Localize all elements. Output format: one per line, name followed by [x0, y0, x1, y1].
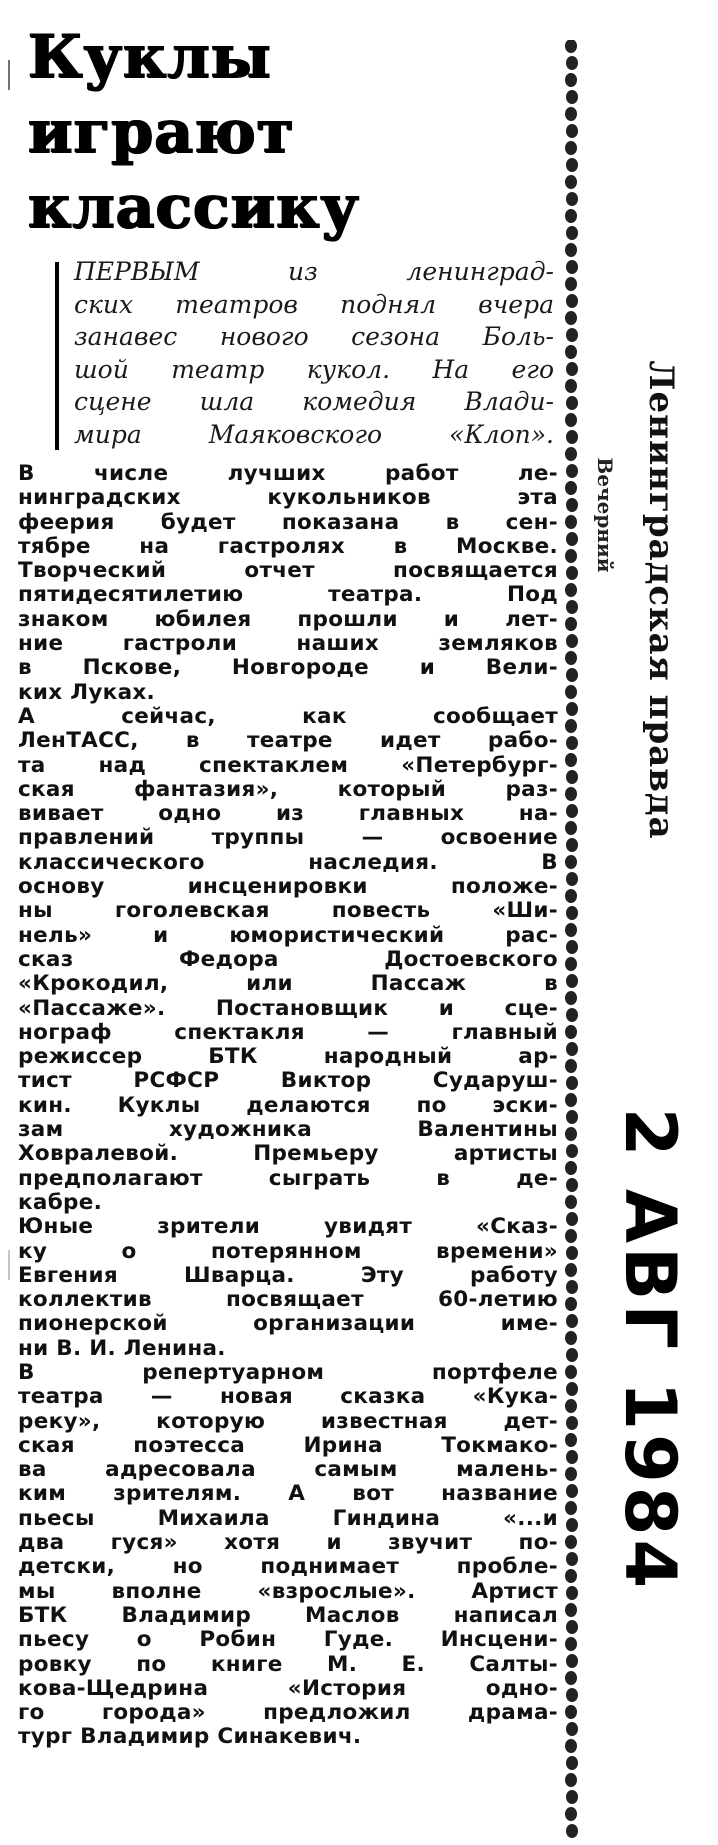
body-line: «Пассаже». Постановщик и сце- [18, 996, 558, 1021]
body-line: кин. Куклы делаются по эски- [18, 1093, 558, 1118]
border-bead [566, 838, 578, 852]
border-bead [565, 1127, 577, 1141]
border-bead [565, 991, 577, 1005]
border-bead [566, 668, 578, 682]
border-bead [565, 1705, 577, 1719]
body-line: та над спектаклем «Петербург- [18, 753, 558, 778]
border-bead [565, 889, 577, 903]
border-bead [566, 1586, 578, 1600]
border-bead [566, 1348, 578, 1362]
masthead-small-text: Вечерний [593, 457, 617, 573]
border-bead [566, 1756, 578, 1770]
body-line: театра — новая сказка «Кука- [18, 1385, 558, 1410]
headline-line: Куклы [28, 22, 272, 92]
body-line: предполагают сыграть в де- [18, 1166, 558, 1191]
border-bead [565, 1637, 577, 1651]
border-bead [566, 1654, 578, 1668]
border-bead [566, 1076, 578, 1090]
body-line: детски, но поднимает пробле- [18, 1555, 558, 1580]
body-line: ны гоголевская повесть «Ши- [18, 899, 558, 924]
border-bead [565, 1297, 577, 1311]
border-bead [566, 260, 578, 274]
border-bead [565, 107, 577, 121]
body-line: ская фантазия», который раз- [18, 777, 558, 802]
body-line: кова-Щедрина «История одно- [18, 1676, 558, 1701]
border-bead [566, 736, 578, 750]
border-bead [565, 141, 577, 155]
border-bead [565, 40, 577, 53]
lead-line: шой театр кукол. На его [74, 354, 554, 384]
body-line: Евгения Шварца. Эту работу [18, 1263, 558, 1288]
body-line: пионерской организации име- [18, 1312, 558, 1337]
border-bead [565, 1025, 577, 1039]
border-bead [565, 821, 577, 835]
border-bead [565, 1161, 577, 1175]
body-line: феерия будет показана в сен- [18, 510, 558, 535]
masthead-small-label [585, 420, 625, 610]
border-bead [565, 1535, 577, 1549]
border-bead [565, 685, 577, 699]
border-bead [565, 515, 577, 529]
border-bead [565, 719, 577, 733]
border-bead [566, 1110, 578, 1124]
body-line: зам художника Валентины [18, 1118, 558, 1143]
lead-line: мира Маяковского «Клоп». [74, 419, 554, 449]
border-bead [566, 532, 578, 546]
body-line: в Пскове, Новгороде и Вели- [18, 656, 558, 681]
border-bead [566, 1178, 578, 1192]
body-line: тист РСФСР Виктор Сударуш- [18, 1069, 558, 1094]
body-line: ким зрителям. А вот название [18, 1482, 558, 1507]
border-bead [566, 872, 578, 886]
border-bead [565, 1365, 577, 1379]
body-line: ская поэтесса Ирина Токмако- [18, 1433, 558, 1458]
body-line: знаком юбилея прошли и лет- [18, 607, 558, 632]
border-bead [565, 345, 577, 359]
border-bead [566, 90, 578, 104]
border-bead [566, 1042, 578, 1056]
border-bead [566, 1688, 578, 1702]
body-line: нель» и юмористический рас- [18, 923, 558, 948]
border-bead [566, 770, 578, 784]
body-line: «Крокодил, или Пассаж в [18, 972, 558, 997]
lead-line: ПЕРВЫМ из ленинград- [74, 257, 554, 286]
lead-line: сцене шла комедия Влади- [74, 387, 554, 416]
body-line: мы вполне «взрослые». Артист [18, 1579, 558, 1604]
border-bead [565, 617, 577, 631]
body-line: коллектив посвящает 60-летию [18, 1288, 558, 1313]
body-line: сказ Федора Достоевского [18, 947, 558, 972]
body-line: классического наследия. В [18, 850, 558, 875]
border-bead [566, 124, 578, 138]
border-bead [565, 1773, 577, 1787]
border-bead [566, 464, 578, 478]
body-line: В репертуарном портфеле [18, 1360, 558, 1385]
body-line: ровку по книге М. Е. Салты- [18, 1652, 558, 1677]
border-bead [565, 549, 577, 563]
body-line: Творческий отчет посвящается [18, 559, 558, 584]
article-headline [28, 20, 548, 245]
border-bead [566, 1552, 578, 1566]
border-bead [566, 1824, 578, 1838]
body-line: ку о потерянном времени» [18, 1239, 558, 1264]
border-bead [565, 1467, 577, 1481]
border-bead [565, 209, 577, 223]
border-bead [566, 396, 578, 410]
border-bead [565, 175, 577, 189]
border-bead [565, 447, 577, 461]
border-bead [566, 1008, 578, 1022]
body-line: два гуся» хотя и звучит по- [18, 1531, 558, 1556]
border-bead [566, 192, 578, 206]
body-line: нинградских кукольников эта [18, 486, 558, 511]
border-bead [565, 1263, 577, 1277]
border-bead [566, 328, 578, 342]
border-bead [565, 1671, 577, 1685]
body-line: пьесы Михаила Гиндина «...и [18, 1506, 558, 1531]
body-line: ние гастроли наших земляков [18, 632, 558, 657]
border-bead [565, 787, 577, 801]
border-bead [566, 226, 578, 240]
body-line: пьесу о Робин Гуде. Инсцени- [18, 1628, 558, 1653]
border-bead [565, 1433, 577, 1447]
border-bead [565, 1739, 577, 1753]
border-bead [566, 1144, 578, 1158]
body-line: ни В. И. Ленина. [18, 1336, 226, 1361]
border-bead [565, 1399, 577, 1413]
border-bead [565, 855, 577, 869]
masthead-fragment [620, 320, 702, 880]
border-bead [566, 600, 578, 614]
body-line: кабре. [18, 1190, 103, 1215]
body-line: основу инсценировки положе- [18, 875, 558, 900]
border-bead [566, 1246, 578, 1260]
border-bead [566, 362, 578, 376]
body-line: Юные зрители увидят «Сказ- [18, 1215, 558, 1240]
border-bead [565, 923, 577, 937]
body-line: нограф спектакля — главный [18, 1020, 558, 1045]
border-bead [566, 974, 578, 988]
border-bead [566, 906, 578, 920]
masthead-text: Ленинградская правда [641, 360, 681, 840]
border-bead [566, 940, 578, 954]
border-bead [565, 413, 577, 427]
lead-line: ских театров поднял вчера [74, 289, 554, 319]
border-bead [566, 702, 578, 716]
border-bead [566, 1416, 578, 1430]
decorative-border [560, 40, 582, 1840]
border-bead [565, 1501, 577, 1515]
border-bead [566, 566, 578, 580]
border-bead [565, 379, 577, 393]
border-bead [566, 498, 578, 512]
border-bead [566, 1382, 578, 1396]
border-bead [566, 158, 578, 172]
border-bead [565, 1229, 577, 1243]
border-bead [565, 243, 577, 257]
border-bead [565, 481, 577, 495]
border-bead [565, 1331, 577, 1345]
border-bead [566, 1722, 578, 1736]
border-bead [566, 56, 578, 70]
border-bead [565, 1807, 577, 1821]
border-bead [566, 430, 578, 444]
margin-mark [8, 60, 10, 1280]
border-bead [566, 1450, 578, 1464]
body-line: БТК Владимир Маслов написал [18, 1603, 558, 1628]
border-bead [565, 1569, 577, 1583]
body-line: реку», которую известная дет- [18, 1409, 558, 1434]
body-line: правлений труппы — освоение [18, 826, 558, 851]
date-stamp [600, 1090, 700, 1610]
body-line: ва адресовала самым малень- [18, 1458, 558, 1483]
article-lead [74, 256, 554, 451]
border-bead [566, 804, 578, 818]
body-line: А сейчас, как сообщает [18, 704, 558, 729]
border-bead [566, 1280, 578, 1294]
body-line: тург Владимир Синакевич. [18, 1725, 362, 1750]
border-bead [566, 634, 578, 648]
border-bead [565, 1059, 577, 1073]
body-line: го города» предложил драма- [18, 1701, 558, 1726]
border-bead [566, 1790, 578, 1804]
border-bead [565, 277, 577, 291]
body-line: режиссер БТК народный ар- [18, 1045, 558, 1070]
body-line: вивает одно из главных на- [18, 802, 558, 827]
border-bead [565, 651, 577, 665]
border-bead [566, 1314, 578, 1328]
lead-vertical-rule [55, 262, 59, 450]
border-bead [566, 1484, 578, 1498]
border-bead [565, 957, 577, 971]
border-bead [565, 73, 577, 87]
body-line: ких Луках. [18, 680, 156, 705]
border-bead [565, 311, 577, 325]
body-line: В числе лучших работ ле- [18, 462, 558, 486]
article-body [18, 462, 558, 1750]
headline-line: играют [28, 97, 295, 167]
body-line: пятидесятилетию театра. Под [18, 583, 558, 608]
date-stamp-text: 2 АВГ 1984 [609, 1107, 691, 1593]
body-line: Ховралевой. Премьеру артисты [18, 1142, 558, 1167]
border-bead [566, 294, 578, 308]
body-line: тябре на гастролях в Москве. [18, 534, 558, 559]
headline-line: классику [28, 172, 360, 242]
border-bead [565, 583, 577, 597]
border-bead [566, 1620, 578, 1634]
border-bead [565, 753, 577, 767]
lead-line: занавес нового сезона Боль- [74, 322, 554, 351]
border-bead [566, 1212, 578, 1226]
border-bead [566, 1518, 578, 1532]
border-bead [565, 1603, 577, 1617]
body-line: ЛенТАСС, в театре идет рабо- [18, 729, 558, 754]
border-bead [565, 1195, 577, 1209]
border-bead [565, 1093, 577, 1107]
